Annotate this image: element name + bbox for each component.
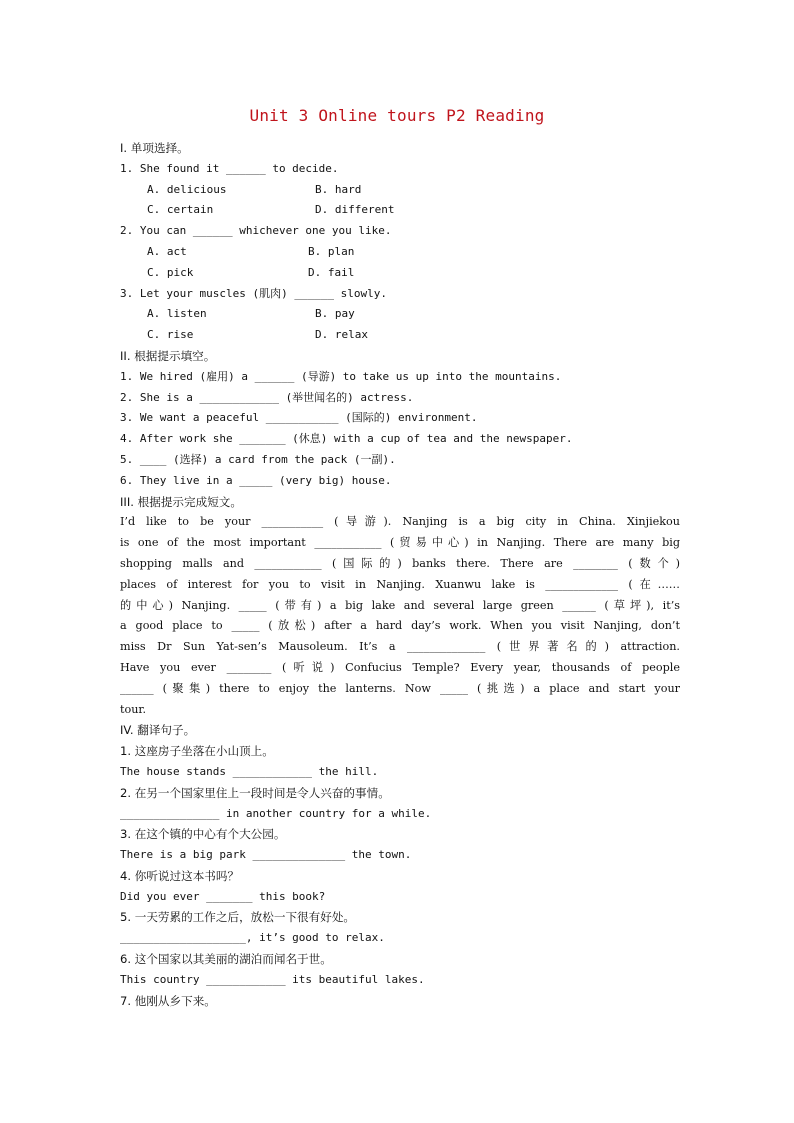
option-a: A. act	[147, 244, 187, 258]
section-heading-2: II. 根据提示填空。	[120, 348, 216, 363]
option-d: D. fail	[308, 265, 355, 279]
fill-item: 5. ____ (选择) a card from the pack (一副).	[120, 452, 396, 466]
translation-prompt: 4. 你听说过这本书吗？	[120, 868, 240, 883]
translation-answer: Did you ever _______ this book?	[120, 889, 326, 903]
option-a: A. listen	[147, 307, 207, 321]
passage-line: is one of the most important ____________ (贸易中心) in Nanjing. There are many big	[120, 536, 680, 550]
translation-answer: There is a big park ______________ the town.	[120, 848, 412, 862]
passage-line: tour.	[120, 702, 147, 716]
translation-answer: _______________ in another country for a while.	[120, 806, 432, 820]
options-row	[120, 325, 680, 346]
passage-line: 的中心) Nanjing. _____ (带有) a big lake and several large green ______ (草坪), it’s	[120, 598, 680, 612]
section-heading-4: IV. 翻译句子。	[120, 723, 196, 738]
option-b: B. pay	[315, 307, 355, 321]
translation-answer: This country ____________ its beautiful lakes.	[120, 972, 425, 986]
options-row	[120, 242, 680, 263]
translation-prompt: 5. 一天劳累的工作之后，放松一下很有好处。	[120, 910, 356, 925]
options-row	[120, 263, 680, 284]
option-c: C. pick	[147, 265, 194, 279]
fill-item: 2. She is a ____________ (举世闻名的) actress.	[120, 390, 414, 404]
options-row	[120, 180, 680, 201]
passage-line: shopping malls and ____________ (国际的) banks there. There are ________ (数个)	[120, 556, 680, 570]
translation-prompt: 7. 他刚从乡下来。	[120, 993, 216, 1008]
option-c: C. rise	[147, 328, 194, 342]
question-stem: 1. She found it ______ to decide.	[120, 161, 339, 175]
passage-line: places of interest for you to visit in Nanjing. Xuanwu lake is _____________ (在……	[120, 577, 680, 591]
option-b: B. hard	[315, 182, 362, 196]
passage-line: ______ (聚集) there to enjoy the lanterns. Now _____ (挑选) a place and start your	[120, 681, 680, 695]
cloze-passage	[120, 512, 680, 720]
worksheet-content	[120, 138, 680, 1011]
section-heading-1: I. 单项选择。	[120, 141, 189, 155]
fill-item: 4. After work she _______ (休息) with a cup of tea and the newspaper.	[120, 432, 573, 446]
translation-prompt: 1. 这座房子坐落在小山顶上。	[120, 744, 274, 759]
translation-prompt: 6. 这个国家以其美丽的湖泊而闻名于世。	[120, 952, 332, 967]
option-d: D. relax	[315, 328, 368, 342]
section-heading-3: III. 根据提示完成短文。	[120, 494, 242, 509]
fill-item: 3. We want a peaceful ___________ (国际的) environment.	[120, 411, 478, 425]
passage-line: a good place to _____ (放松) after a hard day’s work. When you visit Nanjing, don’t	[120, 619, 680, 633]
question-stem: 2. You can ______ whichever one you like.	[120, 224, 392, 238]
option-c: C. certain	[147, 203, 214, 217]
options-row	[120, 200, 680, 221]
translation-prompt: 2. 在另一个国家里住上一段时间是令人兴奋的事情。	[120, 785, 390, 800]
passage-line: Have you ever ________ (听说) Confucius Temple? Every year, thousands of people	[120, 660, 680, 674]
passage-line: miss Dr Sun Yat-sen’s Mausoleum. It’s a ______________ (世界著名的) attraction.	[120, 640, 680, 654]
question-stem: 3. Let your muscles (肌肉) ______ slowly.	[120, 286, 388, 300]
option-b: B. plan	[308, 244, 355, 258]
option-a: A. delicious	[147, 182, 227, 196]
translation-answer: ___________________, it’s good to relax.	[120, 931, 385, 945]
fill-item: 6. They live in a _____ (very big) house.	[120, 473, 392, 487]
fill-item: 1. We hired (雇用) a ______ (导游) to take us up into the mountains.	[120, 369, 562, 383]
options-row	[120, 304, 680, 325]
translation-prompt: 3. 在这个镇的中心有个大公园。	[120, 827, 286, 842]
page-title: Unit 3 Online tours P2 Reading	[249, 106, 545, 125]
option-d: D. different	[315, 203, 395, 217]
translation-answer: The house stands ____________ the hill.	[120, 764, 379, 778]
passage-line: I’d like to be your ___________ (导游). Nanjing is a big city in China. Xinjiekou	[120, 515, 680, 529]
